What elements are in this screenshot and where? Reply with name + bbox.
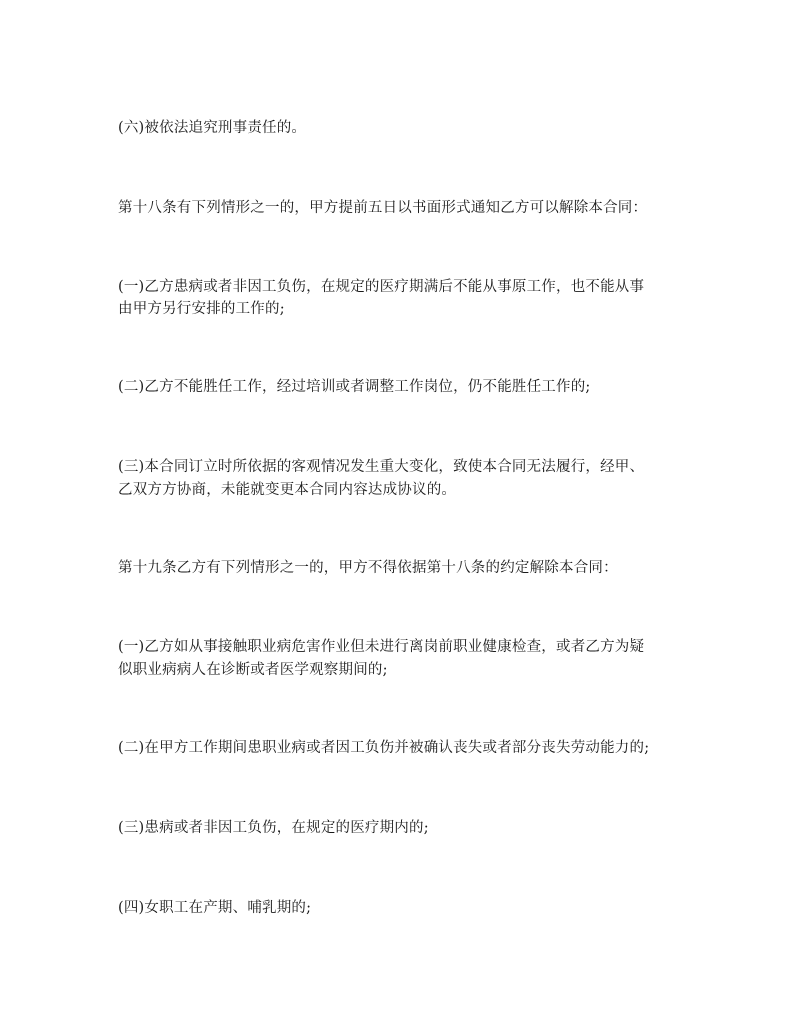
clause-17-item-6: (六)被依法追究刑事责任的。 (118, 120, 307, 136)
article-18-item-2: (二)乙方不能胜任工作，经过培训或者调整工作岗位，仍不能胜任工作的; (118, 379, 591, 395)
article-19-item-4: (四)女职工在产期、哺乳期的; (118, 900, 312, 916)
article-18-item-3-line-2: 乙双方方协商，未能就变更本合同内容达成协议的。 (118, 482, 457, 498)
article-18-heading: 第十八条有下列情形之一的，甲方提前五日以书面形式通知乙方可以解除本合同： (118, 200, 648, 216)
article-19-item-1-line-1: (一)乙方如从事接触职业病危害作业但未进行离岗前职业健康检查，或者乙方为疑 (118, 639, 645, 655)
article-19-item-1-line-2: 似职业病病人在诊断或者医学观察期间的; (118, 662, 388, 678)
article-18-item-1-line-2: 由甲方另行安排的工作的; (118, 301, 285, 317)
article-19-item-2: (二)在甲方工作期间患职业病或者因工负伤并被确认丧失或者部分丧失劳动能力的; (118, 740, 650, 756)
article-18-item-1-line-1: (一)乙方患病或者非因工负伤，在规定的医疗期满后不能从事原工作，也不能从事 (118, 279, 645, 295)
article-19-item-3: (三)患病或者非因工负伤，在规定的医疗期内的; (118, 820, 429, 836)
article-19-heading: 第十九条乙方有下列情形之一的，甲方不得依据第十八条的约定解除本合同： (118, 560, 618, 576)
article-18-item-3-line-1: (三)本合同订立时所依据的客观情况发生重大变化，致使本合同无法履行，经甲、 (118, 459, 645, 475)
